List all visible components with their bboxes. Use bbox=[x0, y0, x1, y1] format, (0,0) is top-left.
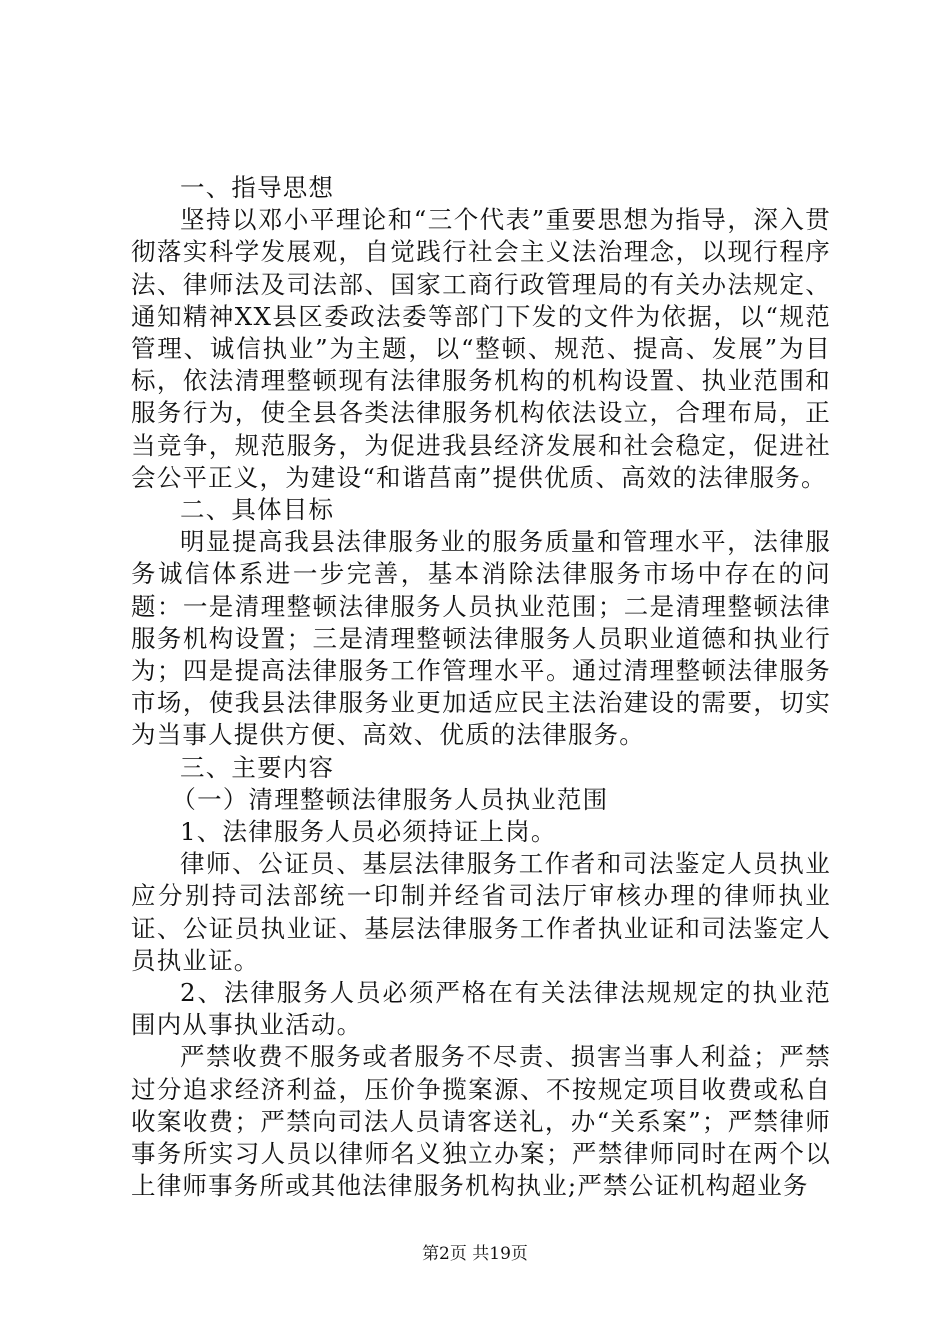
paragraph-certification-details: 律师、公证员、基层法律服务工作者和司法鉴定人员执业应分别持司法部统一印制并经省司法厅审核办理的律师执业证、公证员执业证、基层法律服务工作者执业证和司法鉴定人员执业证。 bbox=[131, 849, 831, 975]
item-certification-required: 1、法律服务人员必须持证上岗。 bbox=[180, 817, 557, 847]
paragraph-guiding-thought: 坚持以邓小平理论和“三个代表”重要思想为指导，深入贯彻落实科学发展观，自觉践行社会主义法治理念，以现行程序法、律师法及司法部、国家工商行政管理局的有关办法规定、通知精神XX县区委政法委等部门下发的文件为依据，以“规范管理、诚信执业”为主题，以“整顿、规范、提高、发展”为目标，依法清理整顿现有法律服务机构的机构设置、执业范围和服务行为，使全县各类法律服务机构依法设立，合理布局，正当竞争，规范服务，为促进我县经济发展和社会稳定，促进社会公平正义，为建设“和谐莒南”提供优质、高效的法律服务。 bbox=[131, 205, 831, 492]
subsection-heading-practice-scope: （一）清理整顿法律服务人员执业范围 bbox=[171, 784, 609, 814]
paragraph-prohibitions: 严禁收费不服务或者服务不尽责、损害当事人利益；严禁过分追求经济利益，压价争揽案源、不按规定项目收费或私自收案收费；严禁向司法人员请客送礼，办“关系案”；严禁律师事务所实习人员以律师名义独立办案；严禁律师同时在两个以上律师事务所或其他法律服务机构执业;严禁公证机构超业务 bbox=[131, 1042, 831, 1201]
document-body bbox=[131, 172, 831, 1203]
page-number-footer: 第2页 共19页 bbox=[422, 1244, 528, 1264]
item-practice-within-scope: 2、法律服务人员必须严格在有关法律法规规定的执业范围内从事执业活动。 bbox=[131, 978, 831, 1040]
section-heading-specific-goals: 二、具体目标 bbox=[180, 495, 335, 525]
section-heading-guiding-thought: 一、指导思想 bbox=[180, 173, 335, 202]
paragraph-specific-goals: 明显提高我县法律服务业的服务质量和管理水平，法律服务诚信体系进一步完善，基本消除法律服务市场中存在的问题：一是清理整顿法律服务人员执业范围；二是清理整顿法律服务机构设置；三是清理整顿法律服务人员职业道德和执业行为；四是提高法律服务工作管理水平。通过清理整顿法律服务市场，使我县法律服务业更加适应民主法治建设的需要，切实为当事人提供方便、高效、优质的法律服务。 bbox=[131, 527, 831, 750]
section-heading-main-content: 三、主要内容 bbox=[180, 752, 335, 782]
